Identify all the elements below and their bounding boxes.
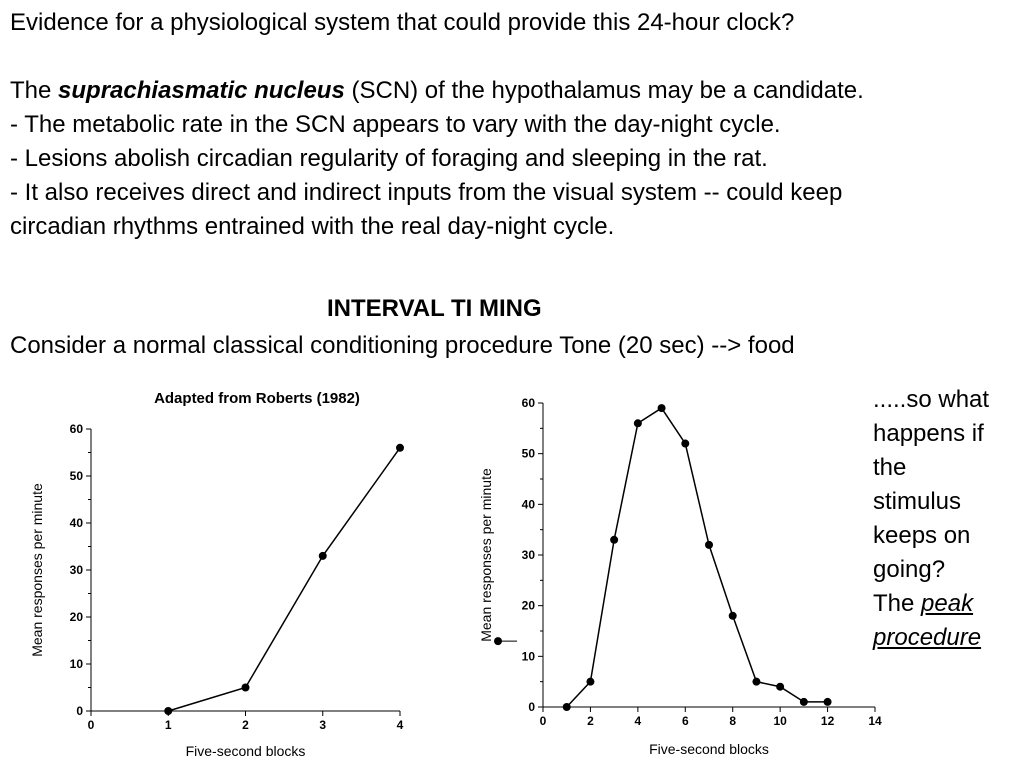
procedure-line: Consider a normal classical conditioning procedure Tone (20 sec) --> food — [10, 332, 795, 359]
x-tick-label: 0 — [87, 718, 95, 732]
data-point — [586, 678, 594, 686]
data-point — [681, 440, 689, 448]
scn-term: suprachiasmatic nucleus — [58, 77, 345, 104]
bullet-lesions: - Lesions abolish circadian regularity of foraging and sleeping in the rat. — [10, 145, 768, 172]
data-point — [800, 698, 808, 706]
x-tick-label: 4 — [396, 718, 404, 732]
y-tick-label: 60 — [69, 422, 83, 436]
x-axis-label: Five-second blocks — [649, 741, 769, 757]
series-line — [567, 408, 828, 707]
data-point — [752, 678, 760, 686]
side-note-line: happens if — [873, 420, 984, 447]
x-tick-label: 8 — [729, 714, 737, 728]
x-axis-label: Five-second blocks — [185, 743, 306, 759]
side-note-line: .....so what — [873, 386, 990, 413]
data-point — [563, 703, 571, 711]
x-tick-label: 0 — [539, 714, 547, 728]
section-heading: INTERVAL TI MING — [327, 295, 542, 322]
data-point — [824, 698, 832, 706]
peak-word: peak — [921, 590, 974, 617]
y-tick-label: 0 — [528, 700, 535, 714]
y-tick-label: 40 — [69, 516, 83, 530]
y-tick-label: 30 — [69, 563, 83, 577]
side-note-line: going? — [873, 556, 946, 583]
y-tick-label: 20 — [521, 598, 535, 613]
y-axis-label: Mean responses per minute — [478, 468, 494, 642]
y-tick-label: 20 — [69, 610, 83, 624]
x-tick-label: 1 — [164, 718, 172, 732]
bullet-visual-cont: circadian rhythms entrained with the real day-night cycle. — [10, 213, 615, 240]
x-tick-label: 4 — [634, 714, 642, 728]
bullet-visual: - It also receives direct and indirect inputs from the visual system -- could keep — [10, 179, 843, 206]
y-axis-label: Mean responses per minute — [29, 483, 45, 657]
side-note-the: The — [873, 590, 922, 617]
side-note-line: stimulus — [873, 488, 962, 515]
x-tick-label: 2 — [587, 714, 594, 728]
y-tick-label: 50 — [521, 446, 535, 461]
y-tick-label: 50 — [69, 469, 83, 483]
y-tick-label: 10 — [521, 649, 535, 664]
scn-post: (SCN) of the hypothalamus may be a candidate. — [344, 77, 864, 104]
data-point — [658, 404, 666, 412]
procedure-word: procedure — [873, 624, 982, 651]
x-tick-label: 6 — [681, 714, 689, 728]
y-tick-label: 0 — [76, 704, 83, 718]
y-tick-label: 30 — [521, 548, 535, 562]
question-line: Evidence for a physiological system that could provide this 24-hour clock? — [10, 9, 795, 36]
x-tick-label: 10 — [773, 714, 787, 728]
chart-title: Adapted from Roberts (1982) — [154, 390, 360, 407]
data-point — [705, 541, 713, 549]
scn-pre: The — [10, 77, 59, 104]
side-note-line: keeps on — [873, 522, 971, 549]
y-tick-label: 10 — [69, 657, 83, 671]
side-note-line: the — [873, 454, 907, 481]
x-tick-label: 2 — [242, 718, 249, 732]
data-point — [729, 612, 737, 620]
y-tick-label: 60 — [521, 396, 535, 410]
data-point — [776, 683, 784, 691]
bullet-metabolic: - The metabolic rate in the SCN appears to vary with the day-night cycle. — [10, 111, 781, 138]
data-point — [634, 419, 642, 427]
x-tick-label: 14 — [868, 714, 882, 728]
y-tick-label: 40 — [521, 497, 535, 512]
data-point — [610, 536, 618, 544]
x-tick-label: 3 — [319, 718, 327, 732]
x-tick-label: 12 — [820, 714, 835, 728]
